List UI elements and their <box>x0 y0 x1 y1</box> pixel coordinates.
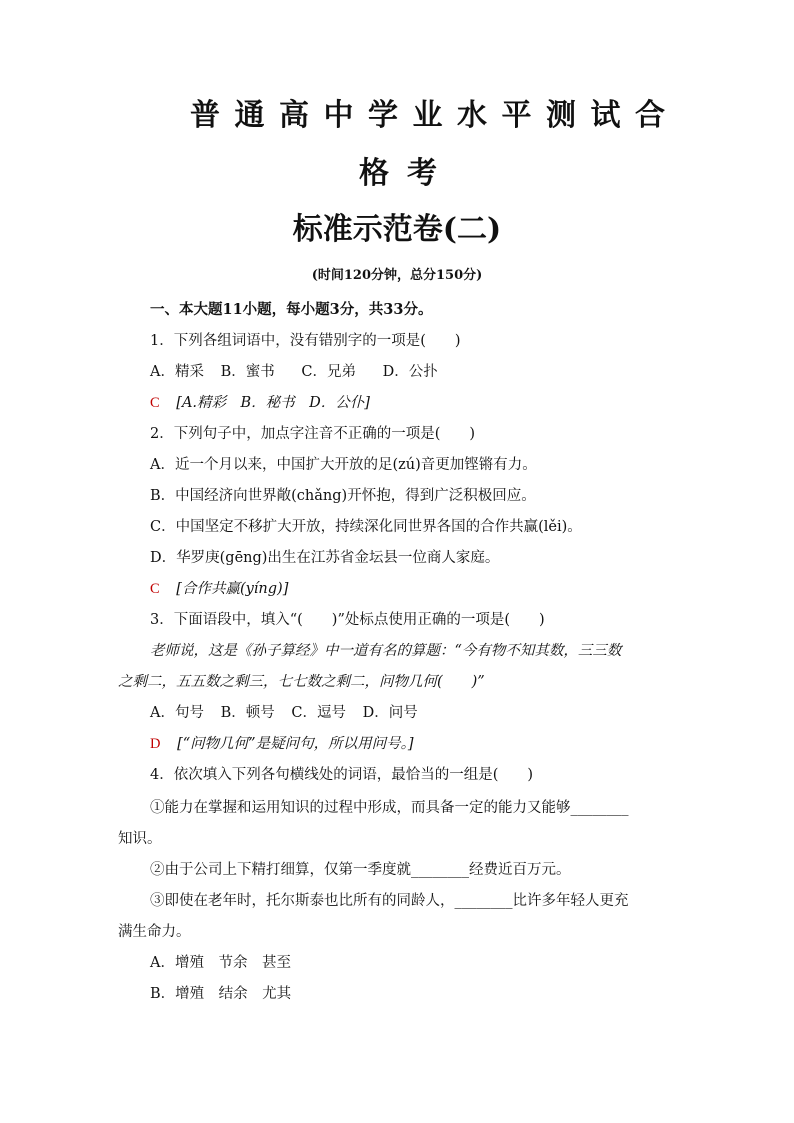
q3-stem: 3．下面语段中，填入“( )”处标点使用正确的一项是( ) <box>150 612 545 628</box>
q2-stem: 2．下列句子中，加点字注音不正确的一项是( ) <box>150 426 476 442</box>
q2-explanation: [合作共赢(yíng)] <box>176 581 289 597</box>
q4-stem: 4．依次填入下列各句横线处的词语，最恰当的一组是( ) <box>150 767 534 783</box>
q1-options <box>150 362 438 382</box>
q1-explanation: [A.精彩 B．秘书 D．公仆] <box>176 395 370 411</box>
q1-option-b: B．蜜书 <box>220 364 275 380</box>
q1-stem: 1．下列各组词语中，没有错别字的一项是( ) <box>150 333 461 349</box>
q4-sentence2: ②由于公司上下精打细算，仅第一季度就________经费近百万元。 <box>150 862 571 878</box>
q1-option-d: D．公扑 <box>382 364 438 380</box>
q3-passage-line1: 老师说，这是《孙子算经》中一道有名的算题：“今有物不知其数，三三数 <box>150 643 622 659</box>
q3-option-c: C．逗号 <box>291 705 346 721</box>
q2-option-a: A．近一个月以来，中国扩大开放的足(zú)音更加铿锵有力。 <box>150 457 537 473</box>
exam-title-line3: 标准示范卷(二) <box>292 212 502 247</box>
q3-passage-line2: 之剩二，五五数之剩三，七七数之剩二，问物几何( )” <box>118 674 485 690</box>
exam-time-score: (时间120分钟，总分150分) <box>311 268 483 283</box>
q4-sentence1-line1: ①能力在掌握和运用知识的过程中形成，而具备一定的能力又能够________ <box>150 800 629 816</box>
q4-sentence3-line1: ③即使在老年时，托尔斯泰也比所有的同龄人，________比许多年轻人更充 <box>150 893 629 909</box>
q1-option-c: C．兄弟 <box>301 364 356 380</box>
q2-option-b: B．中国经济向世界敞(chǎng)开怀抱，得到广泛积极回应。 <box>150 488 536 504</box>
q1-option-a: A．精采 <box>150 364 204 380</box>
q3-answer-line <box>150 734 413 754</box>
q2-option-c: C．中国坚定不移扩大开放，持续深化同世界各国的合作共赢(lěi)。 <box>150 519 582 535</box>
q4-option-b: B．增殖 结余 尤其 <box>150 986 292 1002</box>
q3-explanation: [“问物几何”是疑问句，所以用问号。] <box>177 736 414 752</box>
q3-option-d: D．问号 <box>362 705 418 721</box>
section-heading: 一、本大题11小题，每小题3分，共33分。 <box>150 301 433 318</box>
q2-option-d: D．华罗庚(gēng)出生在江苏省金坛县一位商人家庭。 <box>150 550 500 566</box>
q2-answer: C <box>150 581 160 597</box>
q4-sentence3-line2: 满生命力。 <box>118 924 191 940</box>
q4-sentence1-line2: 知识。 <box>118 831 162 847</box>
exam-title-line2: 格考 <box>359 156 455 191</box>
q3-option-a: A．句号 <box>150 705 204 721</box>
exam-title-line1: 普通高中学业水平测试合 <box>190 98 665 133</box>
q1-answer-line <box>150 393 370 413</box>
q4-option-a: A．增殖 节余 甚至 <box>150 955 291 971</box>
q2-answer-line <box>150 579 288 599</box>
q3-options <box>150 703 418 723</box>
q3-answer: D <box>150 736 161 752</box>
q1-answer: C <box>150 395 160 411</box>
q3-option-b: B．顿号 <box>220 705 275 721</box>
